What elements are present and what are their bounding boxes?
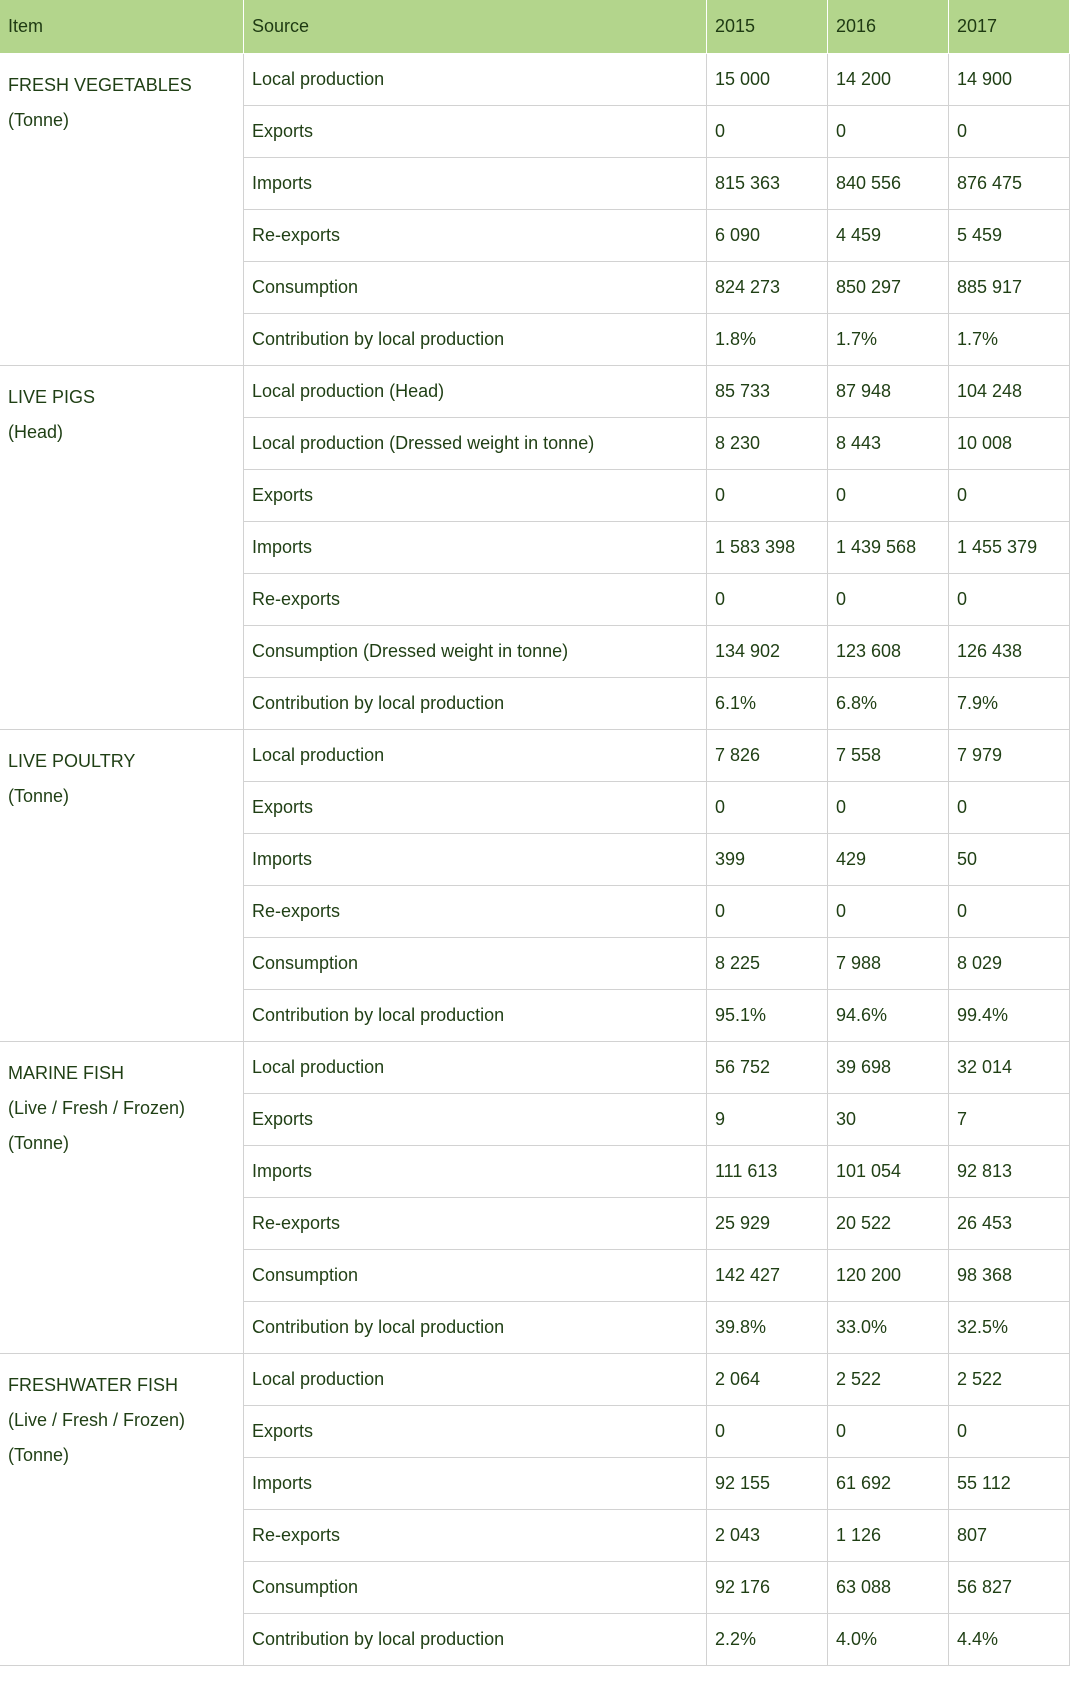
value-2016-cell: 94.6% [828, 990, 949, 1042]
value-2017-cell: 2 522 [949, 1354, 1070, 1406]
value-2015-cell: 39.8% [707, 1302, 828, 1354]
value-2017-cell: 0 [949, 886, 1070, 938]
value-2017-cell: 876 475 [949, 158, 1070, 210]
value-2015-cell: 8 230 [707, 418, 828, 470]
value-2015-cell: 1.8% [707, 314, 828, 366]
table-body [0, 54, 1070, 1666]
value-2016-cell: 39 698 [828, 1042, 949, 1094]
item-label-line: (Tonne) [8, 1133, 70, 1153]
source-cell: Consumption [244, 262, 707, 314]
value-2015-cell: 85 733 [707, 366, 828, 418]
value-2017-cell: 7 [949, 1094, 1070, 1146]
source-cell: Exports [244, 1094, 707, 1146]
source-cell: Consumption [244, 1562, 707, 1614]
source-cell: Imports [244, 1146, 707, 1198]
value-2016-cell: 20 522 [828, 1198, 949, 1250]
value-2016-cell: 101 054 [828, 1146, 949, 1198]
value-2015-cell: 0 [707, 886, 828, 938]
table-row [0, 366, 1070, 418]
value-2016-cell: 8 443 [828, 418, 949, 470]
value-2015-cell: 134 902 [707, 626, 828, 678]
value-2016-cell: 120 200 [828, 1250, 949, 1302]
source-cell: Local production [244, 1354, 707, 1406]
value-2015-cell: 6.1% [707, 678, 828, 730]
header-item: Item [0, 0, 244, 54]
value-2017-cell: 55 112 [949, 1458, 1070, 1510]
table-row [0, 1354, 1070, 1406]
value-2015-cell: 399 [707, 834, 828, 886]
value-2017-cell: 4.4% [949, 1614, 1070, 1666]
value-2015-cell: 95.1% [707, 990, 828, 1042]
value-2016-cell: 1 126 [828, 1510, 949, 1562]
value-2016-cell: 0 [828, 106, 949, 158]
value-2016-cell: 0 [828, 1406, 949, 1458]
value-2016-cell: 7 558 [828, 730, 949, 782]
table-row [0, 54, 1070, 106]
value-2016-cell: 0 [828, 886, 949, 938]
item-label-line: LIVE PIGS [8, 387, 96, 407]
item-label-line: (Live / Fresh / Frozen) [8, 1410, 186, 1430]
item-label-line: FRESHWATER FISH [8, 1375, 178, 1395]
value-2016-cell: 0 [828, 574, 949, 626]
table-row [0, 730, 1070, 782]
value-2017-cell: 5 459 [949, 210, 1070, 262]
header-2017: 2017 [949, 0, 1070, 54]
value-2015-cell: 0 [707, 1406, 828, 1458]
source-cell: Local production [244, 730, 707, 782]
item-cell [0, 1354, 244, 1666]
value-2016-cell: 6.8% [828, 678, 949, 730]
header-row [0, 0, 1070, 54]
value-2015-cell: 92 155 [707, 1458, 828, 1510]
value-2015-cell: 1 583 398 [707, 522, 828, 574]
source-cell: Local production (Dressed weight in tonne) [244, 418, 707, 470]
value-2016-cell: 0 [828, 782, 949, 834]
value-2015-cell: 142 427 [707, 1250, 828, 1302]
source-cell: Imports [244, 1458, 707, 1510]
value-2015-cell: 15 000 [707, 54, 828, 106]
value-2015-cell: 7 826 [707, 730, 828, 782]
value-2016-cell: 4 459 [828, 210, 949, 262]
value-2015-cell: 2 064 [707, 1354, 828, 1406]
value-2017-cell: 7 979 [949, 730, 1070, 782]
source-cell: Imports [244, 834, 707, 886]
value-2017-cell: 32.5% [949, 1302, 1070, 1354]
value-2016-cell: 14 200 [828, 54, 949, 106]
value-2015-cell: 8 225 [707, 938, 828, 990]
source-cell: Exports [244, 782, 707, 834]
value-2015-cell: 2.2% [707, 1614, 828, 1666]
source-cell: Consumption (Dressed weight in tonne) [244, 626, 707, 678]
value-2015-cell: 815 363 [707, 158, 828, 210]
header-2016: 2016 [828, 0, 949, 54]
value-2017-cell: 1 455 379 [949, 522, 1070, 574]
value-2015-cell: 0 [707, 574, 828, 626]
value-2017-cell: 92 813 [949, 1146, 1070, 1198]
value-2015-cell: 0 [707, 470, 828, 522]
source-cell: Exports [244, 1406, 707, 1458]
value-2016-cell: 61 692 [828, 1458, 949, 1510]
value-2017-cell: 56 827 [949, 1562, 1070, 1614]
value-2016-cell: 123 608 [828, 626, 949, 678]
value-2017-cell: 14 900 [949, 54, 1070, 106]
source-cell: Consumption [244, 1250, 707, 1302]
value-2017-cell: 99.4% [949, 990, 1070, 1042]
source-cell: Contribution by local production [244, 1302, 707, 1354]
value-2017-cell: 50 [949, 834, 1070, 886]
value-2017-cell: 98 368 [949, 1250, 1070, 1302]
item-label-line: (Tonne) [8, 786, 70, 806]
value-2016-cell: 7 988 [828, 938, 949, 990]
source-cell: Re-exports [244, 1510, 707, 1562]
item-cell [0, 1042, 244, 1354]
value-2016-cell: 1.7% [828, 314, 949, 366]
value-2017-cell: 0 [949, 574, 1070, 626]
value-2017-cell: 1.7% [949, 314, 1070, 366]
value-2015-cell: 2 043 [707, 1510, 828, 1562]
value-2015-cell: 0 [707, 782, 828, 834]
value-2015-cell: 824 273 [707, 262, 828, 314]
value-2017-cell: 126 438 [949, 626, 1070, 678]
source-cell: Local production [244, 54, 707, 106]
item-label-line: (Live / Fresh / Frozen) [8, 1098, 186, 1118]
item-cell [0, 54, 244, 366]
table-header [0, 0, 1070, 54]
value-2016-cell: 429 [828, 834, 949, 886]
source-cell: Re-exports [244, 1198, 707, 1250]
item-cell [0, 730, 244, 1042]
value-2015-cell: 25 929 [707, 1198, 828, 1250]
value-2016-cell: 4.0% [828, 1614, 949, 1666]
value-2016-cell: 850 297 [828, 262, 949, 314]
source-cell: Re-exports [244, 574, 707, 626]
value-2017-cell: 807 [949, 1510, 1070, 1562]
item-label-line: (Head) [8, 422, 64, 442]
table-row [0, 1042, 1070, 1094]
value-2016-cell: 87 948 [828, 366, 949, 418]
source-cell: Consumption [244, 938, 707, 990]
item-label-line: LIVE POULTRY [8, 751, 136, 771]
source-cell: Contribution by local production [244, 990, 707, 1042]
item-cell [0, 366, 244, 730]
source-cell: Contribution by local production [244, 314, 707, 366]
source-cell: Local production (Head) [244, 366, 707, 418]
value-2017-cell: 8 029 [949, 938, 1070, 990]
value-2017-cell: 104 248 [949, 366, 1070, 418]
value-2016-cell: 2 522 [828, 1354, 949, 1406]
source-cell: Contribution by local production [244, 1614, 707, 1666]
value-2016-cell: 33.0% [828, 1302, 949, 1354]
source-cell: Exports [244, 106, 707, 158]
value-2016-cell: 1 439 568 [828, 522, 949, 574]
source-cell: Contribution by local production [244, 678, 707, 730]
source-cell: Re-exports [244, 886, 707, 938]
header-2015: 2015 [707, 0, 828, 54]
value-2017-cell: 0 [949, 782, 1070, 834]
value-2015-cell: 56 752 [707, 1042, 828, 1094]
value-2015-cell: 92 176 [707, 1562, 828, 1614]
value-2016-cell: 0 [828, 470, 949, 522]
value-2015-cell: 9 [707, 1094, 828, 1146]
source-cell: Imports [244, 522, 707, 574]
value-2015-cell: 6 090 [707, 210, 828, 262]
value-2016-cell: 63 088 [828, 1562, 949, 1614]
value-2017-cell: 885 917 [949, 262, 1070, 314]
value-2017-cell: 10 008 [949, 418, 1070, 470]
source-cell: Exports [244, 470, 707, 522]
value-2016-cell: 840 556 [828, 158, 949, 210]
value-2017-cell: 26 453 [949, 1198, 1070, 1250]
value-2015-cell: 0 [707, 106, 828, 158]
value-2017-cell: 0 [949, 470, 1070, 522]
value-2017-cell: 32 014 [949, 1042, 1070, 1094]
value-2016-cell: 30 [828, 1094, 949, 1146]
item-label-line: (Tonne) [8, 1445, 70, 1465]
item-label-line: FRESH VEGETABLES [8, 75, 192, 95]
value-2017-cell: 0 [949, 1406, 1070, 1458]
item-label-line: (Tonne) [8, 110, 70, 130]
source-cell: Re-exports [244, 210, 707, 262]
source-cell: Local production [244, 1042, 707, 1094]
item-label-line: MARINE FISH [8, 1063, 125, 1083]
header-source: Source [244, 0, 707, 54]
value-2015-cell: 111 613 [707, 1146, 828, 1198]
value-2017-cell: 0 [949, 106, 1070, 158]
value-2017-cell: 7.9% [949, 678, 1070, 730]
source-cell: Imports [244, 158, 707, 210]
